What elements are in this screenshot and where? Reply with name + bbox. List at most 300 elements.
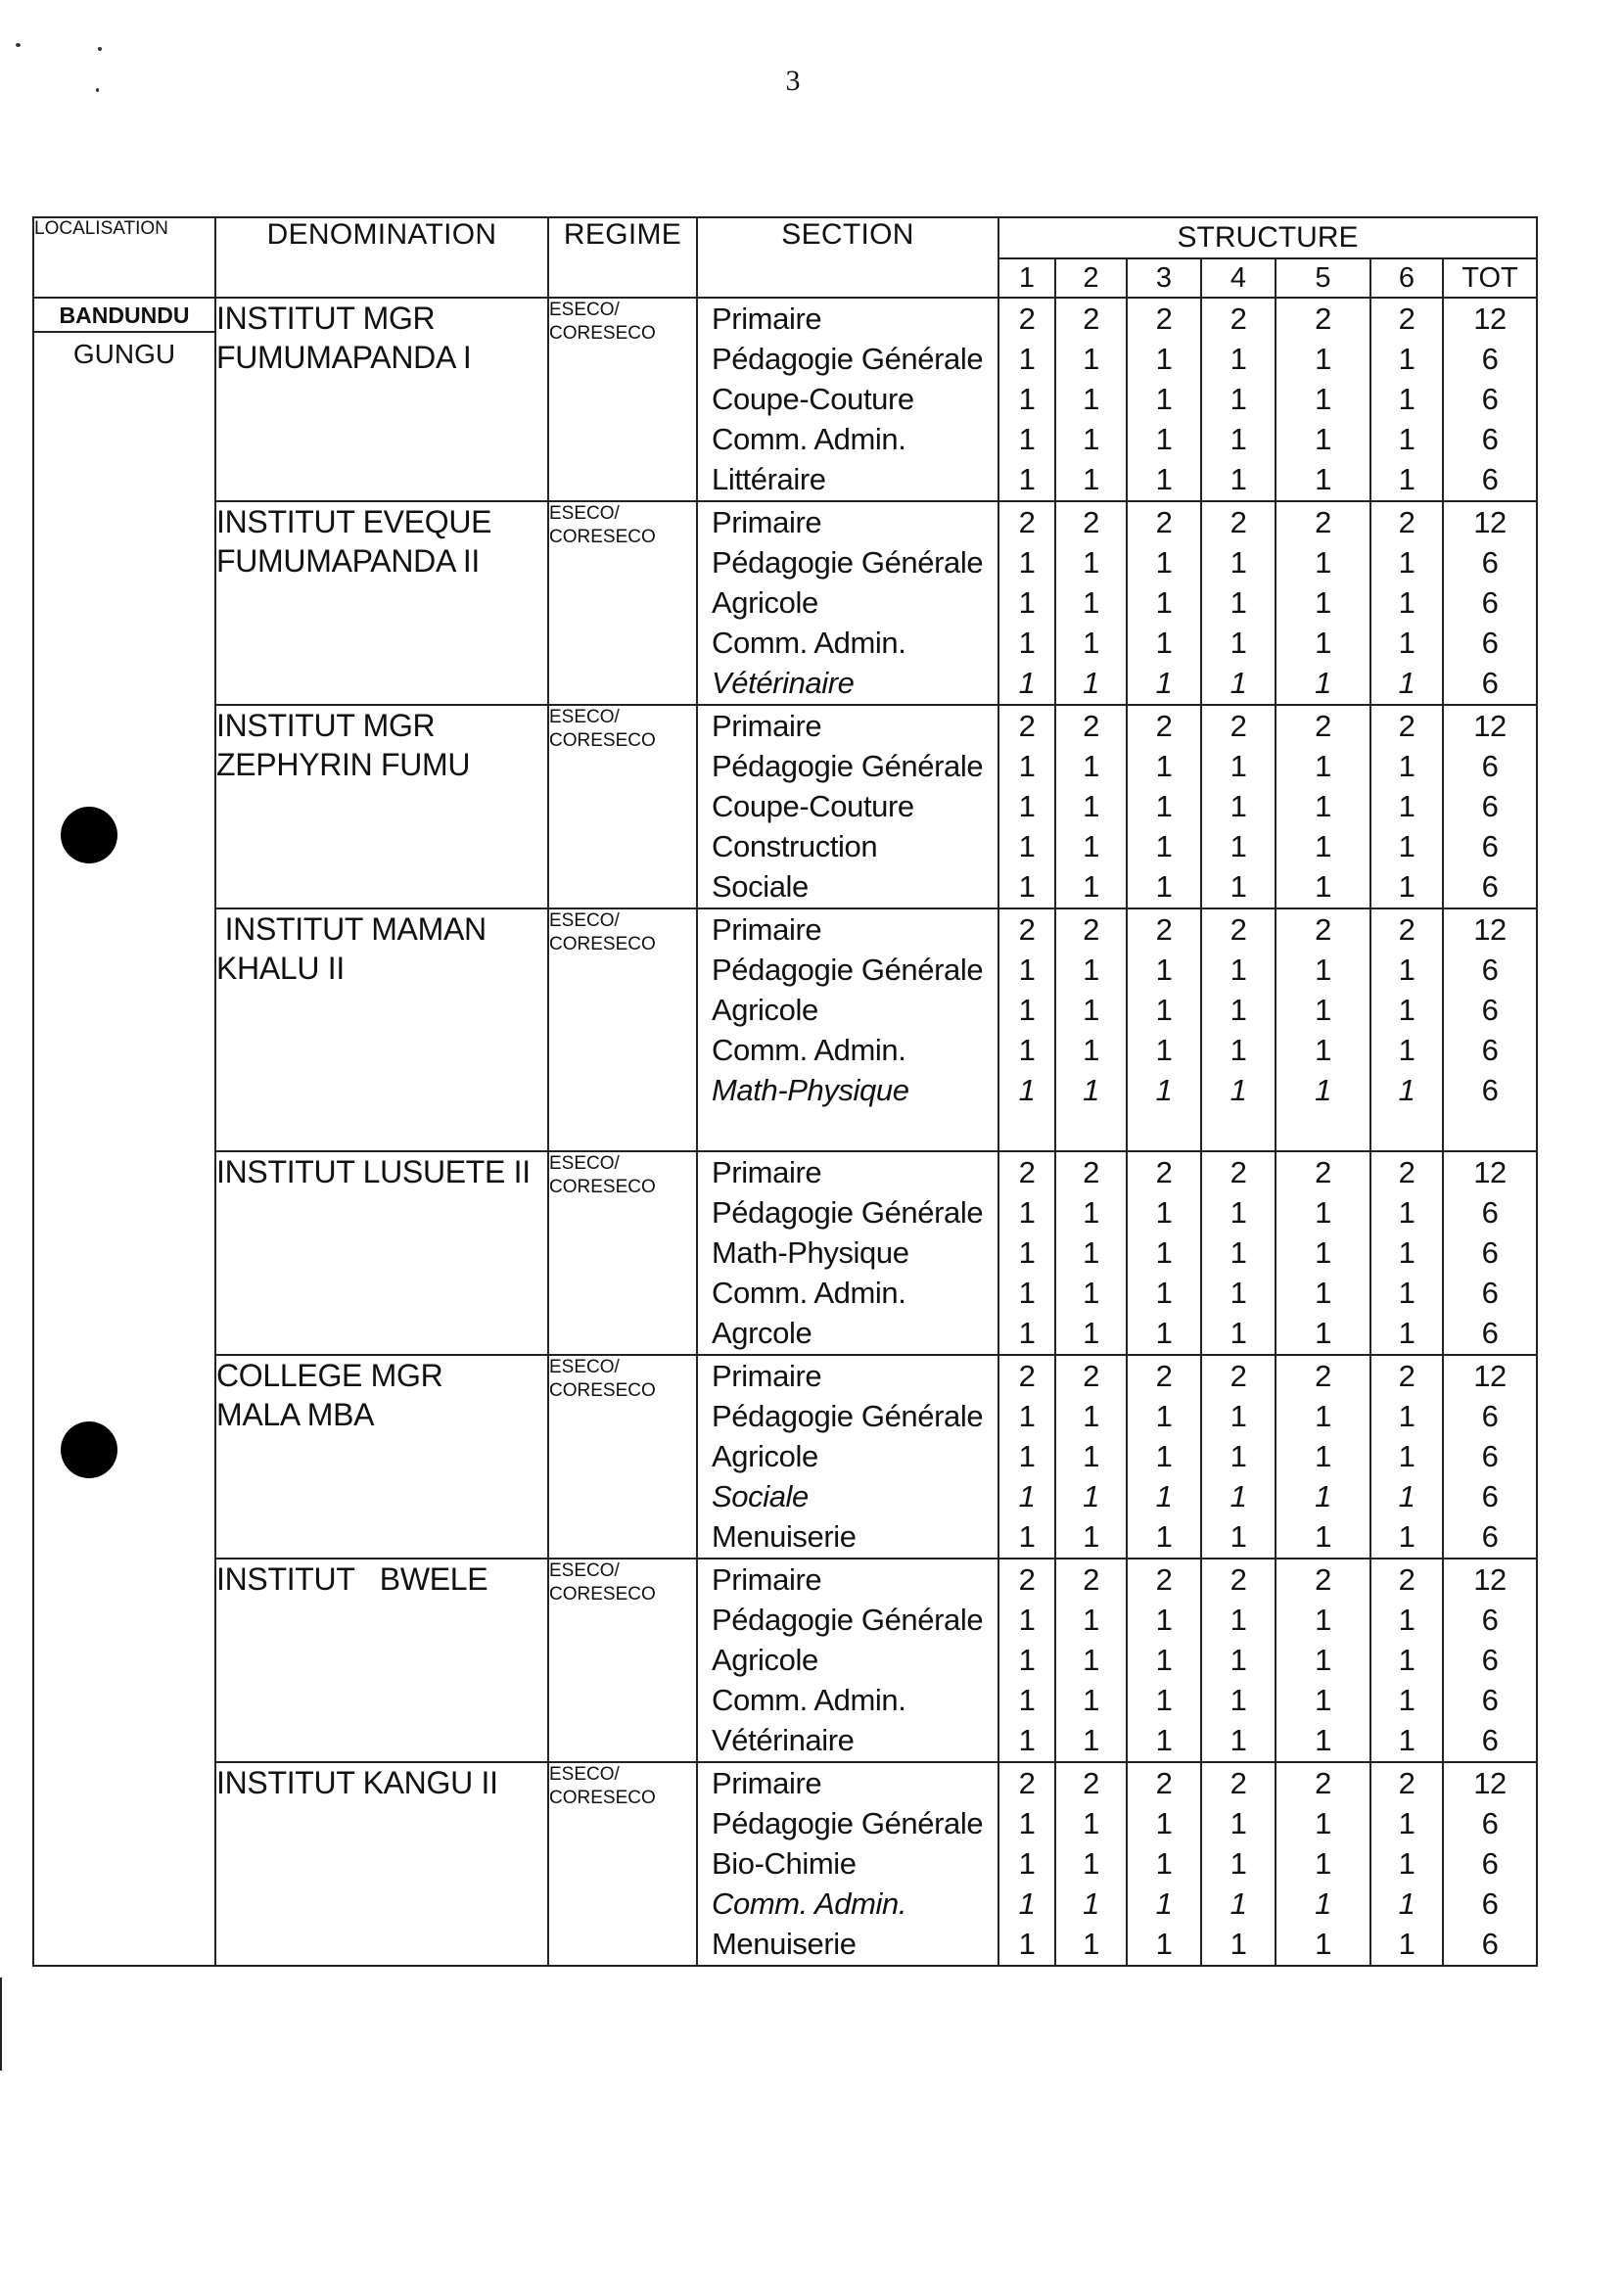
section-name: Vétérinaire xyxy=(712,666,855,700)
structure-value: 1 xyxy=(1083,422,1099,456)
structure-value: 2 xyxy=(1083,302,1099,336)
structure-col-tot xyxy=(1443,298,1537,501)
structure-value: 1 xyxy=(1230,1806,1247,1840)
structure-value: 2 xyxy=(1018,1766,1036,1800)
structure-value: 1 xyxy=(1398,953,1415,987)
structure-value: 1 xyxy=(1398,789,1415,823)
structure-value: 1 xyxy=(1155,749,1173,783)
structure-value: 1 xyxy=(1398,1519,1415,1554)
section-list xyxy=(697,1762,998,1966)
structure-value: 1 xyxy=(1018,1643,1036,1677)
scan-speck xyxy=(16,43,21,47)
structure-col-4 xyxy=(1201,908,1276,1151)
section-name: Math-Physique xyxy=(712,1235,909,1270)
structure-value: 1 xyxy=(1315,1927,1331,1961)
structure-value: 1 xyxy=(1155,1927,1173,1961)
structure-value: 2 xyxy=(1083,912,1099,947)
structure-value: 1 xyxy=(1155,1195,1173,1230)
structure-value: 1 xyxy=(1155,422,1173,456)
structure-value: 1 xyxy=(1398,666,1415,700)
structure-value: 1 xyxy=(1083,1399,1099,1433)
structure-value: 6 xyxy=(1481,1603,1499,1637)
regime-line: CORESECO xyxy=(549,1380,656,1401)
structure-value: 1 xyxy=(1083,829,1099,863)
structure-value: 2 xyxy=(1315,302,1331,336)
section-name: Coupe-Couture xyxy=(712,789,914,823)
structure-value: 1 xyxy=(1315,1643,1331,1677)
school-row xyxy=(33,1762,1537,1966)
section-name: Comm. Admin. xyxy=(712,1276,906,1310)
structure-value: 1 xyxy=(1230,1723,1247,1757)
regime-line: ESECO/ xyxy=(549,503,620,524)
structure-value: 1 xyxy=(1155,829,1173,863)
school-regime xyxy=(548,1355,697,1559)
structure-col-5 xyxy=(1276,1151,1370,1355)
structure-value: 2 xyxy=(1315,709,1331,743)
section-list xyxy=(697,1151,998,1355)
structure-col-6 xyxy=(1370,1355,1443,1559)
structure-value: 1 xyxy=(1083,462,1099,496)
structure-col-5 xyxy=(1276,1559,1370,1762)
structure-value: 1 xyxy=(1315,462,1331,496)
structure-value: 2 xyxy=(1083,1359,1099,1393)
school-row xyxy=(33,501,1537,705)
structure-col-2 xyxy=(1055,1559,1127,1762)
structure-value: 1 xyxy=(1398,462,1415,496)
structure-col-3 xyxy=(1127,705,1201,908)
structure-value: 12 xyxy=(1473,302,1507,336)
structure-value: 1 xyxy=(1230,1399,1247,1433)
structure-value: 1 xyxy=(1083,1316,1099,1350)
structure-col-3 xyxy=(1127,908,1201,1151)
school-name: INSTITUT MGR ZEPHYRIN FUMU xyxy=(215,705,548,908)
structure-col-3 xyxy=(1127,298,1201,501)
section-name: Comm. Admin. xyxy=(712,1683,906,1717)
province-name: BANDUNDU xyxy=(34,299,214,333)
structure-value: 2 xyxy=(1083,1766,1099,1800)
structure-value: 1 xyxy=(1230,342,1247,376)
structure-value: 2 xyxy=(1155,1155,1173,1189)
structure-value: 6 xyxy=(1481,585,1499,620)
header-regime: REGIME xyxy=(548,217,697,298)
structure-value: 1 xyxy=(1155,462,1173,496)
regime-line: CORESECO xyxy=(549,1584,656,1605)
section-name: Agricole xyxy=(712,993,818,1027)
structure-value: 1 xyxy=(1083,626,1099,660)
structure-value: 2 xyxy=(1155,505,1173,539)
school-row xyxy=(33,1355,1537,1559)
structure-col-4 xyxy=(1201,1762,1276,1966)
structure-value: 1 xyxy=(1230,382,1247,416)
structure-value: 1 xyxy=(1155,1399,1173,1433)
school-regime xyxy=(548,1762,697,1966)
structure-value: 1 xyxy=(1398,422,1415,456)
structure-col-tot xyxy=(1443,1151,1537,1355)
section-list xyxy=(697,705,998,908)
table-body xyxy=(33,298,1537,1966)
structure-value: 1 xyxy=(1398,626,1415,660)
structure-col-2 xyxy=(1055,1762,1127,1966)
structure-value: 1 xyxy=(1155,585,1173,620)
structure-value: 1 xyxy=(1315,545,1331,580)
structure-value: 1 xyxy=(1018,666,1036,700)
structure-col-tot xyxy=(1443,705,1537,908)
structure-value: 1 xyxy=(1315,829,1331,863)
structure-col-6 xyxy=(1370,1559,1443,1762)
structure-value: 1 xyxy=(1398,1846,1415,1881)
header-denomination: DENOMINATION xyxy=(215,217,548,298)
structure-value: 6 xyxy=(1481,1683,1499,1717)
structure-value: 1 xyxy=(1398,382,1415,416)
structure-value: 1 xyxy=(1315,342,1331,376)
structure-col-tot xyxy=(1443,1355,1537,1559)
structure-value: 12 xyxy=(1473,1562,1507,1597)
structure-value: 1 xyxy=(1155,1316,1173,1350)
structure-value: 2 xyxy=(1315,1562,1331,1597)
school-name: COLLEGE MGR MALA MBA xyxy=(215,1355,548,1559)
structure-value: 1 xyxy=(1315,1886,1331,1921)
section-name: Agricole xyxy=(712,1439,818,1473)
structure-value: 1 xyxy=(1083,1235,1099,1270)
structure-value: 1 xyxy=(1230,626,1247,660)
structure-col-2 xyxy=(1055,908,1127,1151)
structure-value: 1 xyxy=(1155,1603,1173,1637)
section-name: Primaire xyxy=(712,505,822,539)
structure-value: 1 xyxy=(1398,1927,1415,1961)
header-structure: STRUCTURE xyxy=(998,217,1537,258)
structure-value: 1 xyxy=(1155,1723,1173,1757)
header-structure-col-5: 5 xyxy=(1276,258,1370,298)
structure-value: 1 xyxy=(1398,749,1415,783)
margin-rule xyxy=(0,1978,2,2071)
structure-value: 1 xyxy=(1398,1439,1415,1473)
structure-value: 2 xyxy=(1083,709,1099,743)
structure-value: 2 xyxy=(1083,505,1099,539)
structure-value: 1 xyxy=(1083,1033,1099,1067)
section-name: Primaire xyxy=(712,302,822,336)
page-number: 3 xyxy=(785,65,801,97)
structure-value: 1 xyxy=(1155,1519,1173,1554)
structure-value: 6 xyxy=(1481,1479,1499,1513)
structure-value: 6 xyxy=(1481,953,1499,987)
structure-value: 6 xyxy=(1481,666,1499,700)
section-name: Coupe-Couture xyxy=(712,382,914,416)
regime-line: CORESECO xyxy=(549,323,656,344)
structure-value: 1 xyxy=(1230,585,1247,620)
structure-value: 1 xyxy=(1083,1439,1099,1473)
structure-col-6 xyxy=(1370,1151,1443,1355)
structure-value: 1 xyxy=(1230,1479,1247,1513)
section-name: Pédagogie Générale xyxy=(712,1195,984,1230)
structure-value: 2 xyxy=(1018,505,1036,539)
section-name: Comm. Admin. xyxy=(712,626,906,660)
structure-value: 2 xyxy=(1398,1766,1415,1800)
school-name: INSTITUT KANGU II xyxy=(215,1762,548,1966)
structure-value: 1 xyxy=(1230,1439,1247,1473)
structure-value: 1 xyxy=(1083,993,1099,1027)
header-section: SECTION xyxy=(697,217,998,298)
structure-value: 6 xyxy=(1481,1235,1499,1270)
structure-value: 6 xyxy=(1481,422,1499,456)
regime-line: ESECO/ xyxy=(549,1764,620,1785)
structure-value: 1 xyxy=(1083,789,1099,823)
structure-value: 1 xyxy=(1018,1316,1036,1350)
structure-value: 2 xyxy=(1230,1155,1247,1189)
structure-value: 1 xyxy=(1398,1033,1415,1067)
section-name: Math-Physique xyxy=(712,1073,909,1107)
structure-col-1 xyxy=(998,705,1055,908)
structure-value: 1 xyxy=(1083,1723,1099,1757)
structure-col-6 xyxy=(1370,298,1443,501)
school-name: INSTITUT MAMAN KHALU II xyxy=(215,908,548,1151)
header-structure-col-1: 1 xyxy=(998,258,1055,298)
structure-value: 1 xyxy=(1315,1723,1331,1757)
structure-value: 1 xyxy=(1230,953,1247,987)
structure-value: 1 xyxy=(1018,342,1036,376)
section-list xyxy=(697,298,998,501)
structure-value: 1 xyxy=(1315,993,1331,1027)
structure-value: 1 xyxy=(1315,1603,1331,1637)
structure-value: 1 xyxy=(1083,1643,1099,1677)
section-list xyxy=(697,1559,998,1762)
structure-value: 6 xyxy=(1481,993,1499,1027)
structure-value: 1 xyxy=(1155,953,1173,987)
structure-value: 1 xyxy=(1018,1033,1036,1067)
structure-value: 1 xyxy=(1230,1316,1247,1350)
school-regime xyxy=(548,1151,697,1355)
structure-value: 1 xyxy=(1315,1073,1331,1107)
structure-value: 12 xyxy=(1473,912,1507,947)
structure-value: 2 xyxy=(1018,709,1036,743)
structure-value: 6 xyxy=(1481,1399,1499,1433)
structure-col-1 xyxy=(998,1151,1055,1355)
structure-value: 1 xyxy=(1018,545,1036,580)
structure-value: 1 xyxy=(1230,422,1247,456)
structure-value: 2 xyxy=(1155,709,1173,743)
structure-value: 2 xyxy=(1398,1562,1415,1597)
structure-value: 1 xyxy=(1083,1073,1099,1107)
header-structure-col-6: 6 xyxy=(1370,258,1443,298)
structure-col-6 xyxy=(1370,705,1443,908)
structure-value: 2 xyxy=(1230,1766,1247,1800)
structure-value: 1 xyxy=(1083,749,1099,783)
structure-value: 1 xyxy=(1230,1073,1247,1107)
structure-value: 1 xyxy=(1083,382,1099,416)
structure-value: 2 xyxy=(1155,1562,1173,1597)
structure-value: 1 xyxy=(1230,993,1247,1027)
structure-value: 2 xyxy=(1018,1359,1036,1393)
structure-value: 6 xyxy=(1481,1806,1499,1840)
structure-value: 6 xyxy=(1481,749,1499,783)
scan-speck xyxy=(98,47,102,51)
structure-value: 1 xyxy=(1083,1846,1099,1881)
header-structure-col-tot: TOT xyxy=(1443,258,1537,298)
school-regime xyxy=(548,908,697,1151)
structure-col-4 xyxy=(1201,705,1276,908)
structure-value: 1 xyxy=(1398,1683,1415,1717)
regime-line: ESECO/ xyxy=(549,1560,620,1581)
structure-value: 1 xyxy=(1315,1806,1331,1840)
structure-value: 1 xyxy=(1083,1479,1099,1513)
structure-value: 2 xyxy=(1315,1359,1331,1393)
header-structure-col-4: 4 xyxy=(1201,258,1276,298)
structure-col-5 xyxy=(1276,1762,1370,1966)
structure-value: 1 xyxy=(1018,789,1036,823)
structure-value: 1 xyxy=(1018,1235,1036,1270)
structure-value: 6 xyxy=(1481,1439,1499,1473)
structure-value: 1 xyxy=(1398,1195,1415,1230)
structure-value: 1 xyxy=(1155,545,1173,580)
structure-value: 6 xyxy=(1481,626,1499,660)
school-row xyxy=(33,1151,1537,1355)
structure-value: 1 xyxy=(1315,1033,1331,1067)
structure-col-tot xyxy=(1443,501,1537,705)
section-name: Sociale xyxy=(712,869,809,904)
section-name: Menuiserie xyxy=(712,1927,857,1961)
structure-col-2 xyxy=(1055,1151,1127,1355)
structure-value: 1 xyxy=(1155,1276,1173,1310)
regime-line: CORESECO xyxy=(549,1177,656,1197)
structure-value: 2 xyxy=(1155,912,1173,947)
structure-value: 1 xyxy=(1230,869,1247,904)
regime-line: CORESECO xyxy=(549,730,656,751)
structure-value: 1 xyxy=(1315,1235,1331,1270)
structure-value: 2 xyxy=(1398,1359,1415,1393)
section-name: Primaire xyxy=(712,1766,822,1800)
header-structure-col-3: 3 xyxy=(1127,258,1201,298)
structure-value: 1 xyxy=(1398,1316,1415,1350)
section-name: Menuiserie xyxy=(712,1519,857,1554)
structure-value: 6 xyxy=(1481,869,1499,904)
structure-value: 2 xyxy=(1230,1562,1247,1597)
structure-value: 1 xyxy=(1155,1033,1173,1067)
regime-line: ESECO/ xyxy=(549,910,620,931)
school-row xyxy=(33,298,1537,501)
structure-value: 1 xyxy=(1083,545,1099,580)
structure-value: 1 xyxy=(1018,626,1036,660)
structure-col-1 xyxy=(998,298,1055,501)
structure-value: 1 xyxy=(1083,1927,1099,1961)
structure-value: 6 xyxy=(1481,1886,1499,1921)
structure-value: 6 xyxy=(1481,1033,1499,1067)
structure-value: 6 xyxy=(1481,1073,1499,1107)
structure-value: 1 xyxy=(1230,1927,1247,1961)
structure-value: 1 xyxy=(1315,789,1331,823)
structure-value: 1 xyxy=(1018,1603,1036,1637)
structure-value: 1 xyxy=(1155,1846,1173,1881)
structure-value: 1 xyxy=(1230,1846,1247,1881)
structure-value: 1 xyxy=(1315,869,1331,904)
structure-value: 1 xyxy=(1230,1683,1247,1717)
structure-value: 2 xyxy=(1083,1562,1099,1597)
structure-value: 1 xyxy=(1315,1399,1331,1433)
structure-value: 1 xyxy=(1018,953,1036,987)
structure-value: 2 xyxy=(1155,1766,1173,1800)
structure-value: 1 xyxy=(1083,953,1099,987)
school-structure-table xyxy=(32,216,1538,1967)
structure-value: 1 xyxy=(1230,545,1247,580)
structure-value: 6 xyxy=(1481,1643,1499,1677)
structure-col-5 xyxy=(1276,1355,1370,1559)
structure-value: 1 xyxy=(1018,1276,1036,1310)
school-row xyxy=(33,705,1537,908)
structure-value: 1 xyxy=(1018,382,1036,416)
structure-value: 1 xyxy=(1230,1603,1247,1637)
structure-value: 1 xyxy=(1083,1886,1099,1921)
structure-value: 1 xyxy=(1398,1886,1415,1921)
regime-line: ESECO/ xyxy=(549,707,620,727)
structure-value: 1 xyxy=(1230,462,1247,496)
structure-value: 1 xyxy=(1083,1276,1099,1310)
structure-value: 2 xyxy=(1398,709,1415,743)
structure-value: 1 xyxy=(1018,1723,1036,1757)
structure-value: 2 xyxy=(1230,912,1247,947)
header-structure-col-2: 2 xyxy=(1055,258,1127,298)
structure-value: 1 xyxy=(1230,789,1247,823)
section-name: Pédagogie Générale xyxy=(712,1603,984,1637)
structure-value: 1 xyxy=(1083,585,1099,620)
section-name: Vétérinaire xyxy=(712,1723,855,1757)
structure-value: 1 xyxy=(1018,1073,1036,1107)
structure-value: 1 xyxy=(1083,1519,1099,1554)
school-regime xyxy=(548,705,697,908)
structure-col-1 xyxy=(998,501,1055,705)
structure-value: 1 xyxy=(1315,1276,1331,1310)
section-name: Pédagogie Générale xyxy=(712,545,984,580)
structure-value: 1 xyxy=(1315,422,1331,456)
section-name: Sociale xyxy=(712,1479,809,1513)
structure-col-6 xyxy=(1370,1762,1443,1966)
structure-col-1 xyxy=(998,1559,1055,1762)
structure-value: 1 xyxy=(1018,869,1036,904)
structure-value: 2 xyxy=(1315,912,1331,947)
structure-col-2 xyxy=(1055,501,1127,705)
structure-value: 1 xyxy=(1155,1073,1173,1107)
structure-col-tot xyxy=(1443,908,1537,1151)
structure-value: 1 xyxy=(1155,869,1173,904)
structure-col-5 xyxy=(1276,501,1370,705)
header-localisation: LOCALISATION xyxy=(33,217,215,298)
structure-col-1 xyxy=(998,1762,1055,1966)
structure-value: 1 xyxy=(1398,1806,1415,1840)
structure-value: 1 xyxy=(1083,869,1099,904)
structure-value: 1 xyxy=(1398,342,1415,376)
structure-col-1 xyxy=(998,1355,1055,1559)
structure-value: 1 xyxy=(1230,666,1247,700)
structure-value: 6 xyxy=(1481,1276,1499,1310)
structure-value: 1 xyxy=(1230,1886,1247,1921)
structure-value: 1 xyxy=(1315,382,1331,416)
structure-value: 1 xyxy=(1018,829,1036,863)
structure-value: 2 xyxy=(1018,302,1036,336)
structure-value: 1 xyxy=(1083,666,1099,700)
section-name: Construction xyxy=(712,829,878,863)
structure-value: 1 xyxy=(1230,749,1247,783)
structure-value: 6 xyxy=(1481,829,1499,863)
structure-value: 1 xyxy=(1018,1886,1036,1921)
structure-col-2 xyxy=(1055,1355,1127,1559)
structure-value: 1 xyxy=(1018,1399,1036,1433)
structure-value: 2 xyxy=(1155,1359,1173,1393)
structure-value: 6 xyxy=(1481,1846,1499,1881)
scan-speck xyxy=(96,88,99,92)
section-name: Bio-Chimie xyxy=(712,1846,857,1881)
structure-value: 1 xyxy=(1230,1195,1247,1230)
structure-col-tot xyxy=(1443,1762,1537,1966)
structure-value: 6 xyxy=(1481,1316,1499,1350)
structure-value: 2 xyxy=(1230,709,1247,743)
structure-col-3 xyxy=(1127,1151,1201,1355)
